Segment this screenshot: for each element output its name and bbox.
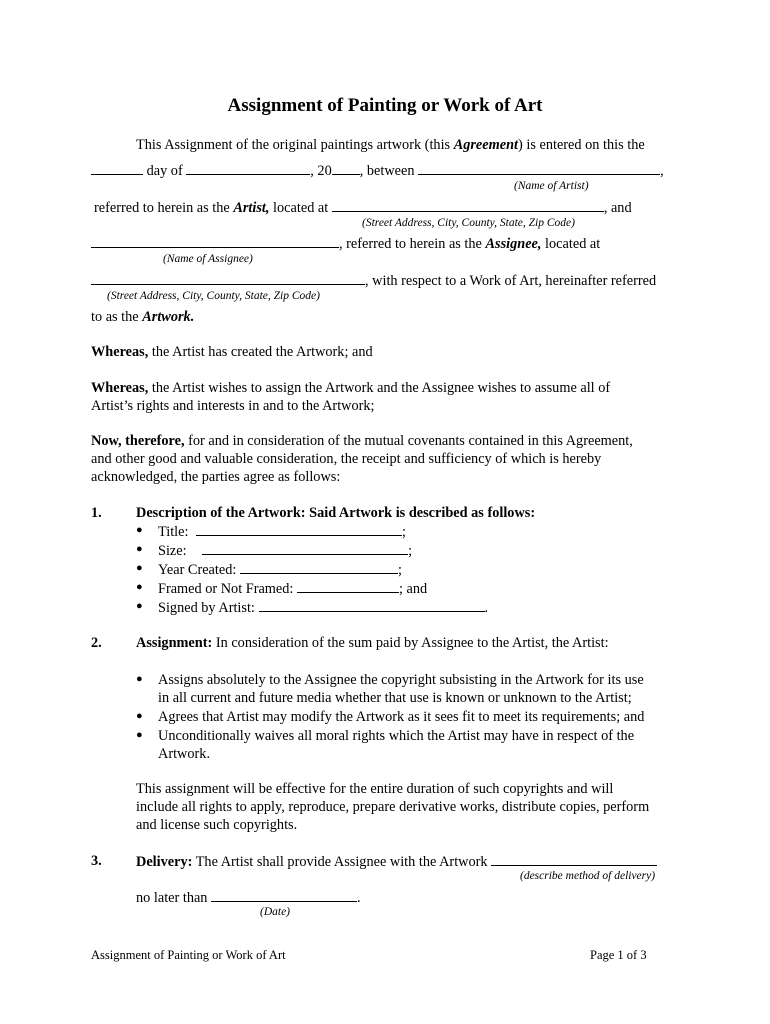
street-address-caption-1: (Street Address, City, County, State, Zip Code) xyxy=(362,217,575,229)
item-year-created: Year Created: ; xyxy=(158,562,402,578)
whereas-2-line-1: Whereas, the Artist wishes to assign the Artwork and the Assignee wishes to assume all of xyxy=(91,380,611,396)
bullet-icon: ● xyxy=(136,710,143,722)
signed-blank[interactable] xyxy=(259,598,485,612)
intro-line-5: , with respect to a Work of Art, hereinafter referred xyxy=(91,271,656,291)
name-of-artist-caption: (Name of Artist) xyxy=(514,180,589,192)
intro-line-2: day of , 20 , between , xyxy=(91,161,664,181)
year-created-blank[interactable] xyxy=(240,560,398,574)
item-framed: Framed or Not Framed: ; and xyxy=(158,581,428,597)
assignee-name-blank[interactable] xyxy=(91,234,339,248)
section-2-heading: Assignment: In consideration of the sum paid by Assignee to the Artist, the Artist: xyxy=(136,635,609,651)
assignee-address-blank[interactable] xyxy=(91,271,365,285)
year-blank[interactable] xyxy=(332,161,360,175)
page-number: Page 1 of 3 xyxy=(590,948,647,962)
artist-address-blank[interactable] xyxy=(332,198,604,212)
delivery-method-blank[interactable] xyxy=(491,852,657,866)
bullet-icon: ● xyxy=(136,524,143,536)
assign-para-line-3: and license such copyrights. xyxy=(136,817,298,833)
now-therefore-line-1: Now, therefore, for and in consideration of the mutual covenants contained in this Agreement, xyxy=(91,433,633,449)
section-3-number: 3. xyxy=(91,853,102,869)
now-therefore-line-2: and other good and valuable consideration, the receipt and sufficiency of which is hereby xyxy=(91,451,602,467)
section-3-heading: Delivery: The Artist shall provide Assignee with the Artwork xyxy=(136,852,657,872)
assign-bullet-1-line-1: Assigns absolutely to the Assignee the copyright subsisting in the Artwork for its use xyxy=(158,672,644,688)
intro-line-6: to as the Artwork. xyxy=(91,309,195,325)
assign-bullet-1-line-2: in all current and future media whether that use is known or unknown to the Artist; xyxy=(158,690,632,706)
name-of-assignee-caption: (Name of Assignee) xyxy=(163,253,253,265)
intro-line-3: referred to herein as the Artist, located at , and xyxy=(94,200,632,216)
day-blank[interactable] xyxy=(91,161,143,175)
footer-title: Assignment of Painting or Work of Art xyxy=(91,948,286,962)
assign-para-line-2: include all rights to apply, reproduce, prepare derivative works, distribute copies, perform xyxy=(136,799,650,815)
page-title: Assignment of Painting or Work of Art xyxy=(227,95,543,116)
section-1-heading: Description of the Artwork: Said Artwork is described as follows: xyxy=(136,505,536,521)
artist-name-blank[interactable] xyxy=(418,161,660,175)
bullet-icon: ● xyxy=(136,729,143,741)
bullet-icon: ● xyxy=(136,600,143,612)
assign-bullet-3-line-1: Unconditionally waives all moral rights which the Artist may have in respect of the xyxy=(158,728,635,744)
delivery-date-blank[interactable] xyxy=(211,888,357,902)
size-blank[interactable] xyxy=(202,541,408,555)
assign-bullet-3-line-2: Artwork. xyxy=(158,746,211,762)
now-therefore-line-3: acknowledged, the parties agree as follows: xyxy=(91,469,341,485)
intro-line-4: , referred to herein as the Assignee, located at xyxy=(91,234,600,254)
intro-line-1: This Assignment of the original paintings artwork (this Agreement) is entered on this the xyxy=(136,137,645,153)
section-1-number: 1. xyxy=(91,505,102,521)
bullet-icon: ● xyxy=(136,673,143,685)
street-address-caption-2: (Street Address, City, County, State, Zip Code) xyxy=(107,290,320,302)
item-size: Size: ; xyxy=(158,543,413,559)
whereas-1: Whereas, the Artist has created the Artwork; and xyxy=(91,344,373,360)
section-2-number: 2. xyxy=(91,635,102,651)
title-blank[interactable] xyxy=(196,522,402,536)
whereas-2-line-2: Artist’s rights and interests in and to the Artwork; xyxy=(91,398,375,414)
item-title: Title: ; xyxy=(158,524,407,540)
bullet-icon: ● xyxy=(136,562,143,574)
item-signed: Signed by Artist: . xyxy=(158,600,489,616)
no-later-than-line: no later than . xyxy=(136,890,361,906)
bullet-icon: ● xyxy=(136,581,143,593)
assign-para-line-1: This assignment will be effective for the entire duration of such copyrights and will xyxy=(136,781,614,797)
date-caption: (Date) xyxy=(260,906,291,918)
month-blank[interactable] xyxy=(186,161,310,175)
assign-bullet-2: Agrees that Artist may modify the Artwork as it sees fit to meet its requirements; and xyxy=(158,709,645,725)
delivery-method-caption: (describe method of delivery) xyxy=(520,870,656,882)
framed-blank[interactable] xyxy=(297,579,399,593)
bullet-icon: ● xyxy=(136,543,143,555)
